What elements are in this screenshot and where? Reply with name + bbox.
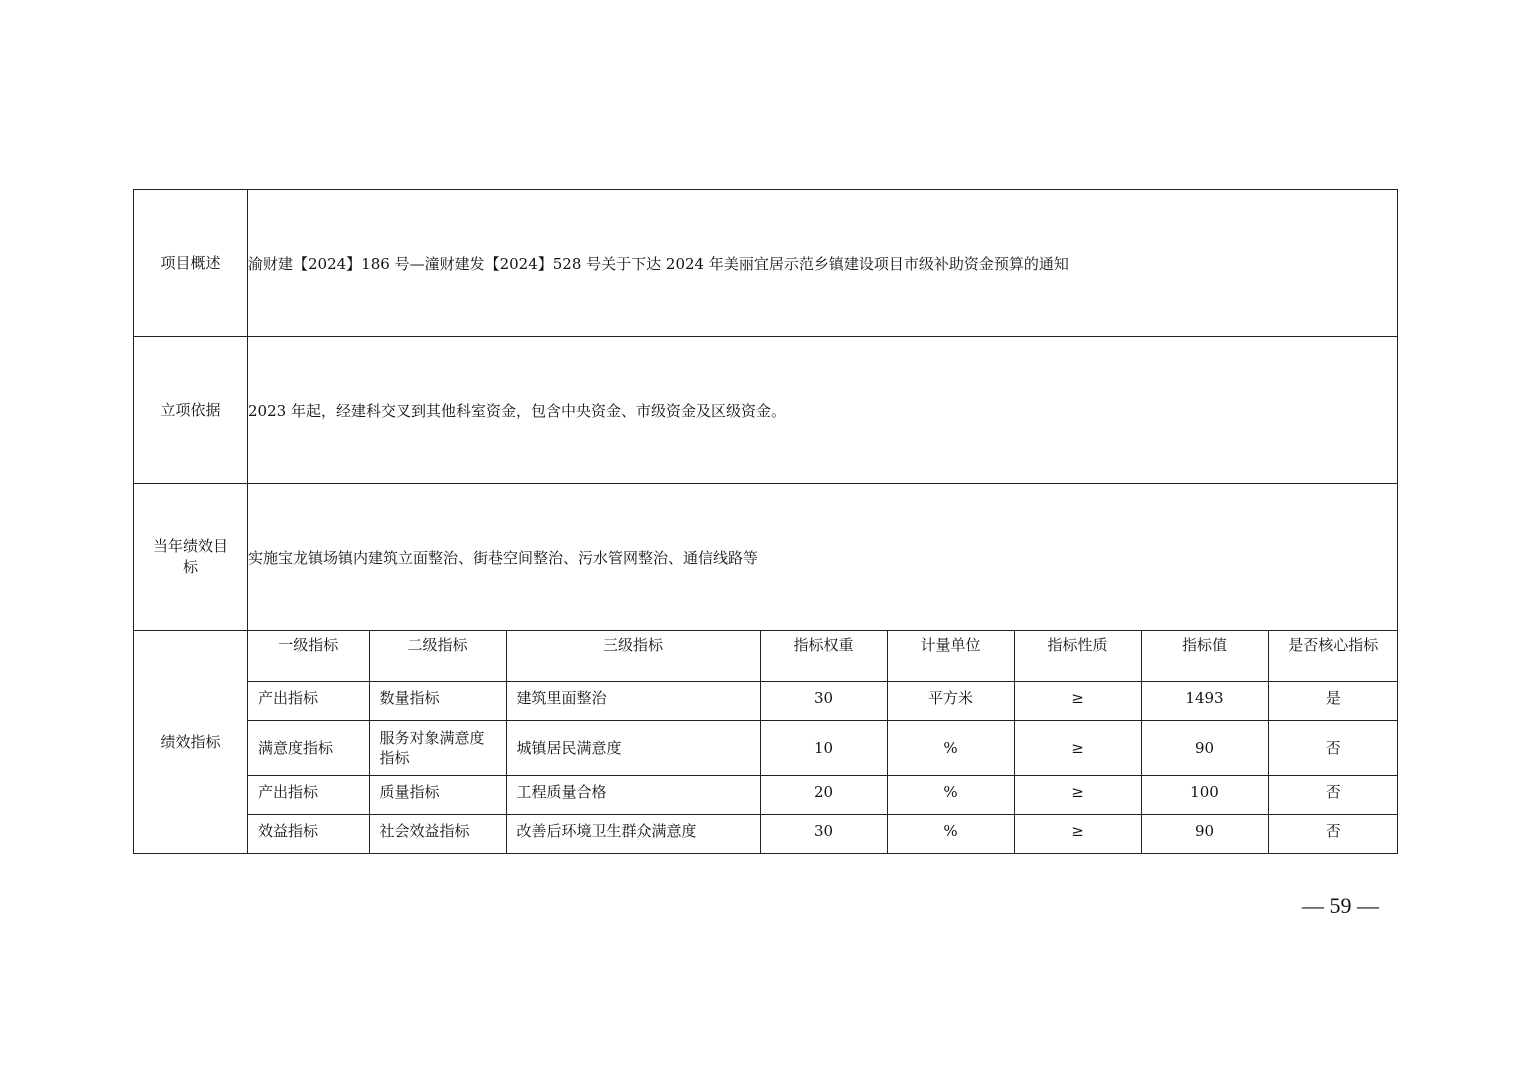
overview-label: 项目概述 <box>134 190 248 337</box>
cell-weight: 30 <box>760 682 887 721</box>
table-row <box>248 682 1398 721</box>
cell-level3: 工程质量合格 <box>506 776 760 815</box>
header-unit: 计量单位 <box>887 631 1014 682</box>
cell-level1: 满意度指标 <box>248 721 369 776</box>
cell-level3: 建筑里面整治 <box>506 682 760 721</box>
cell-weight: 20 <box>760 776 887 815</box>
cell-unit: 平方米 <box>887 682 1014 721</box>
header-level3: 三级指标 <box>506 631 760 682</box>
header-core: 是否核心指标 <box>1268 631 1398 682</box>
cell-weight: 10 <box>760 721 887 776</box>
cell-nature: ≥ <box>1014 776 1141 815</box>
cell-level2: 质量指标 <box>369 776 506 815</box>
header-level1: 一级指标 <box>248 631 369 682</box>
cell-weight: 30 <box>760 815 887 854</box>
cell-level1: 产出指标 <box>248 682 369 721</box>
cell-value: 90 <box>1141 721 1268 776</box>
metrics-header-row <box>248 631 1398 682</box>
cell-level2 <box>369 721 506 776</box>
header-nature: 指标性质 <box>1014 631 1141 682</box>
cell-value: 100 <box>1141 776 1268 815</box>
goal-label-line1: 当年绩效目 <box>152 537 228 555</box>
cell-unit: % <box>887 815 1014 854</box>
cell-unit: % <box>887 776 1014 815</box>
cell-nature: ≥ <box>1014 815 1141 854</box>
overview-content: 渝财建【2024】186 号—潼财建发【2024】528 号关于下达 2024 年美丽宜居示范乡镇建设项目市级补助资金预算的通知 <box>248 190 1398 337</box>
cell-level3: 改善后环境卫生群众满意度 <box>506 815 760 854</box>
header-level2: 二级指标 <box>369 631 506 682</box>
cell-level2: 社会效益指标 <box>369 815 506 854</box>
metrics-container <box>248 631 1398 854</box>
table-row <box>248 815 1398 854</box>
cell-level2-line1: 服务对象满意度 <box>379 729 485 747</box>
table-row <box>248 776 1398 815</box>
metrics-row <box>134 631 1398 854</box>
cell-core: 是 <box>1268 682 1398 721</box>
cell-value: 90 <box>1141 815 1268 854</box>
cell-level2-line2: 指标 <box>379 749 410 767</box>
cell-level2: 数量指标 <box>369 682 506 721</box>
cell-nature: ≥ <box>1014 682 1141 721</box>
overview-row <box>134 190 1398 337</box>
basis-row <box>134 337 1398 484</box>
cell-value: 1493 <box>1141 682 1268 721</box>
cell-core: 否 <box>1268 815 1398 854</box>
metrics-table <box>248 631 1398 853</box>
header-weight: 指标权重 <box>760 631 887 682</box>
table-row <box>248 721 1398 776</box>
cell-core: 否 <box>1268 776 1398 815</box>
project-performance-table <box>133 189 1398 854</box>
header-value: 指标值 <box>1141 631 1268 682</box>
goal-label-line2: 标 <box>182 558 198 576</box>
cell-unit: % <box>887 721 1014 776</box>
goal-content: 实施宝龙镇场镇内建筑立面整治、街巷空间整治、污水管网整治、通信线路等 <box>248 484 1398 631</box>
cell-level3: 城镇居民满意度 <box>506 721 760 776</box>
basis-content: 2023 年起，经建科交叉到其他科室资金，包含中央资金、市级资金及区级资金。 <box>248 337 1398 484</box>
basis-label: 立项依据 <box>134 337 248 484</box>
page-number: — 59 — <box>1302 893 1379 918</box>
cell-level1: 产出指标 <box>248 776 369 815</box>
cell-nature: ≥ <box>1014 721 1141 776</box>
goal-label <box>134 484 248 631</box>
cell-level1: 效益指标 <box>248 815 369 854</box>
metrics-label: 绩效指标 <box>134 631 248 854</box>
goal-row <box>134 484 1398 631</box>
cell-core: 否 <box>1268 721 1398 776</box>
